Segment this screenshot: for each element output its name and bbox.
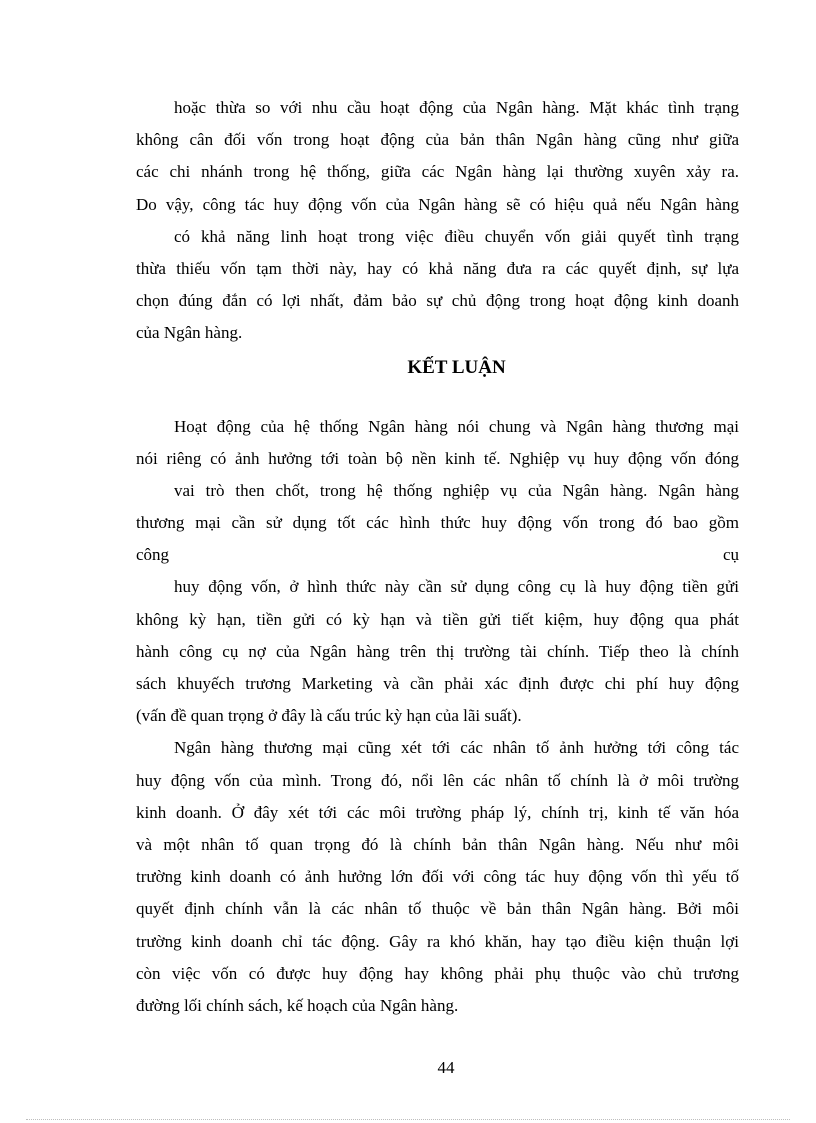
page-number: 44 <box>437 1058 455 1077</box>
document-body <box>136 92 739 1022</box>
text-line: sách khuyếch trương Marketing và cần phải xác định được chi phí huy động <box>136 674 739 693</box>
split-line-left: công <box>136 545 170 565</box>
section-heading: KẾT LUẬN <box>407 356 506 378</box>
text-line: huy động vốn của mình. Trong đó, nổi lên các nhân tố chính là ở môi trường <box>136 770 739 790</box>
paragraph-intro <box>136 92 739 221</box>
text-line: không cân đối vốn trong hoạt động của bản thân Ngân hàng cũng như giữa <box>136 130 739 150</box>
text-line: nói riêng có ảnh hưởng tới toàn bộ nền kinh tế. Nghiệp vụ huy động vốn đóng <box>136 448 739 468</box>
text-line: hành công cụ nợ của Ngân hàng trên thị trường tài chính. Tiếp theo là chính <box>136 641 739 661</box>
text-line: không kỳ hạn, tiền gửi có kỳ hạn và tiền gửi tiết kiệm, huy động qua phát <box>136 609 739 629</box>
text-line: có khả năng linh hoạt trong việc điều chuyển vốn giải quyết tình trạng <box>174 226 739 246</box>
conclusion-paragraph-1 <box>136 411 739 572</box>
text-line: Ngân hàng thương mại cũng xét tới các nhân tố ảnh hưởng tới công tác <box>174 738 739 758</box>
page-bottom-divider <box>26 1119 790 1120</box>
text-line: huy động vốn, ở hình thức này cần sử dụng công cụ là huy động tiền gửi <box>174 577 739 597</box>
text-line: thừa thiếu vốn tạm thời này, hay có khả năng đưa ra các quyết định, sự lựa <box>136 258 739 278</box>
text-line: của Ngân hàng. <box>136 323 243 343</box>
text-line: còn việc vốn có được huy động hay không phải phụ thuộc vào chủ trương <box>136 963 739 983</box>
text-line: các chi nhánh trong hệ thống, giữa các Ngân hàng lại thường xuyên xảy ra. <box>136 162 739 182</box>
conclusion-paragraph-3 <box>136 732 739 1022</box>
text-line: chọn đúng đắn có lợi nhất, đảm bảo sự chủ động trong hoạt động kinh doanh <box>136 291 739 311</box>
text-line: kinh doanh. Ở đây xét tới các môi trường pháp lý, chính trị, kinh tế văn hóa <box>136 802 739 822</box>
split-line-right: cụ <box>722 545 739 565</box>
text-line: vai trò then chốt, trong hệ thống nghiệp vụ của Ngân hàng. Ngân hàng <box>174 480 739 500</box>
text-line: hoặc thừa so với nhu cầu hoạt động của Ngân hàng. Mặt khác tình trạng <box>174 98 739 117</box>
split-text-line <box>136 539 739 571</box>
paragraph-continue <box>136 221 739 350</box>
text-line: quyết định chính vẫn là các nhân tố thuộc về bản thân Ngân hàng. Bởi môi <box>136 899 739 919</box>
conclusion-paragraph-2 <box>136 571 739 732</box>
text-line: đường lối chính sách, kế hoạch của Ngân hàng. <box>136 995 459 1015</box>
text-line: Hoạt động của hệ thống Ngân hàng nói chung và Ngân hàng thương mại <box>174 416 739 436</box>
text-line: trường kinh doanh có ảnh hưởng lớn đối với công tác huy động vốn thì yếu tố <box>136 867 739 887</box>
text-line: (vấn đề quan trọng ở đây là cấu trúc kỳ hạn của lãi suất). <box>136 706 522 726</box>
text-line: Do vậy, công tác huy động vốn của Ngân hàng sẽ có hiệu quả nếu Ngân hàng <box>136 194 739 214</box>
text-line: và một nhân tố quan trọng đó là chính bản thân Ngân hàng. Nếu như môi <box>136 834 739 854</box>
text-line: trường kinh doanh chỉ tác động. Gây ra khó khăn, hay tạo điều kiện thuận lợi <box>136 931 739 951</box>
text-line: thương mại cần sử dụng tốt các hình thức huy động vốn trong đó bao gồm <box>136 513 739 533</box>
